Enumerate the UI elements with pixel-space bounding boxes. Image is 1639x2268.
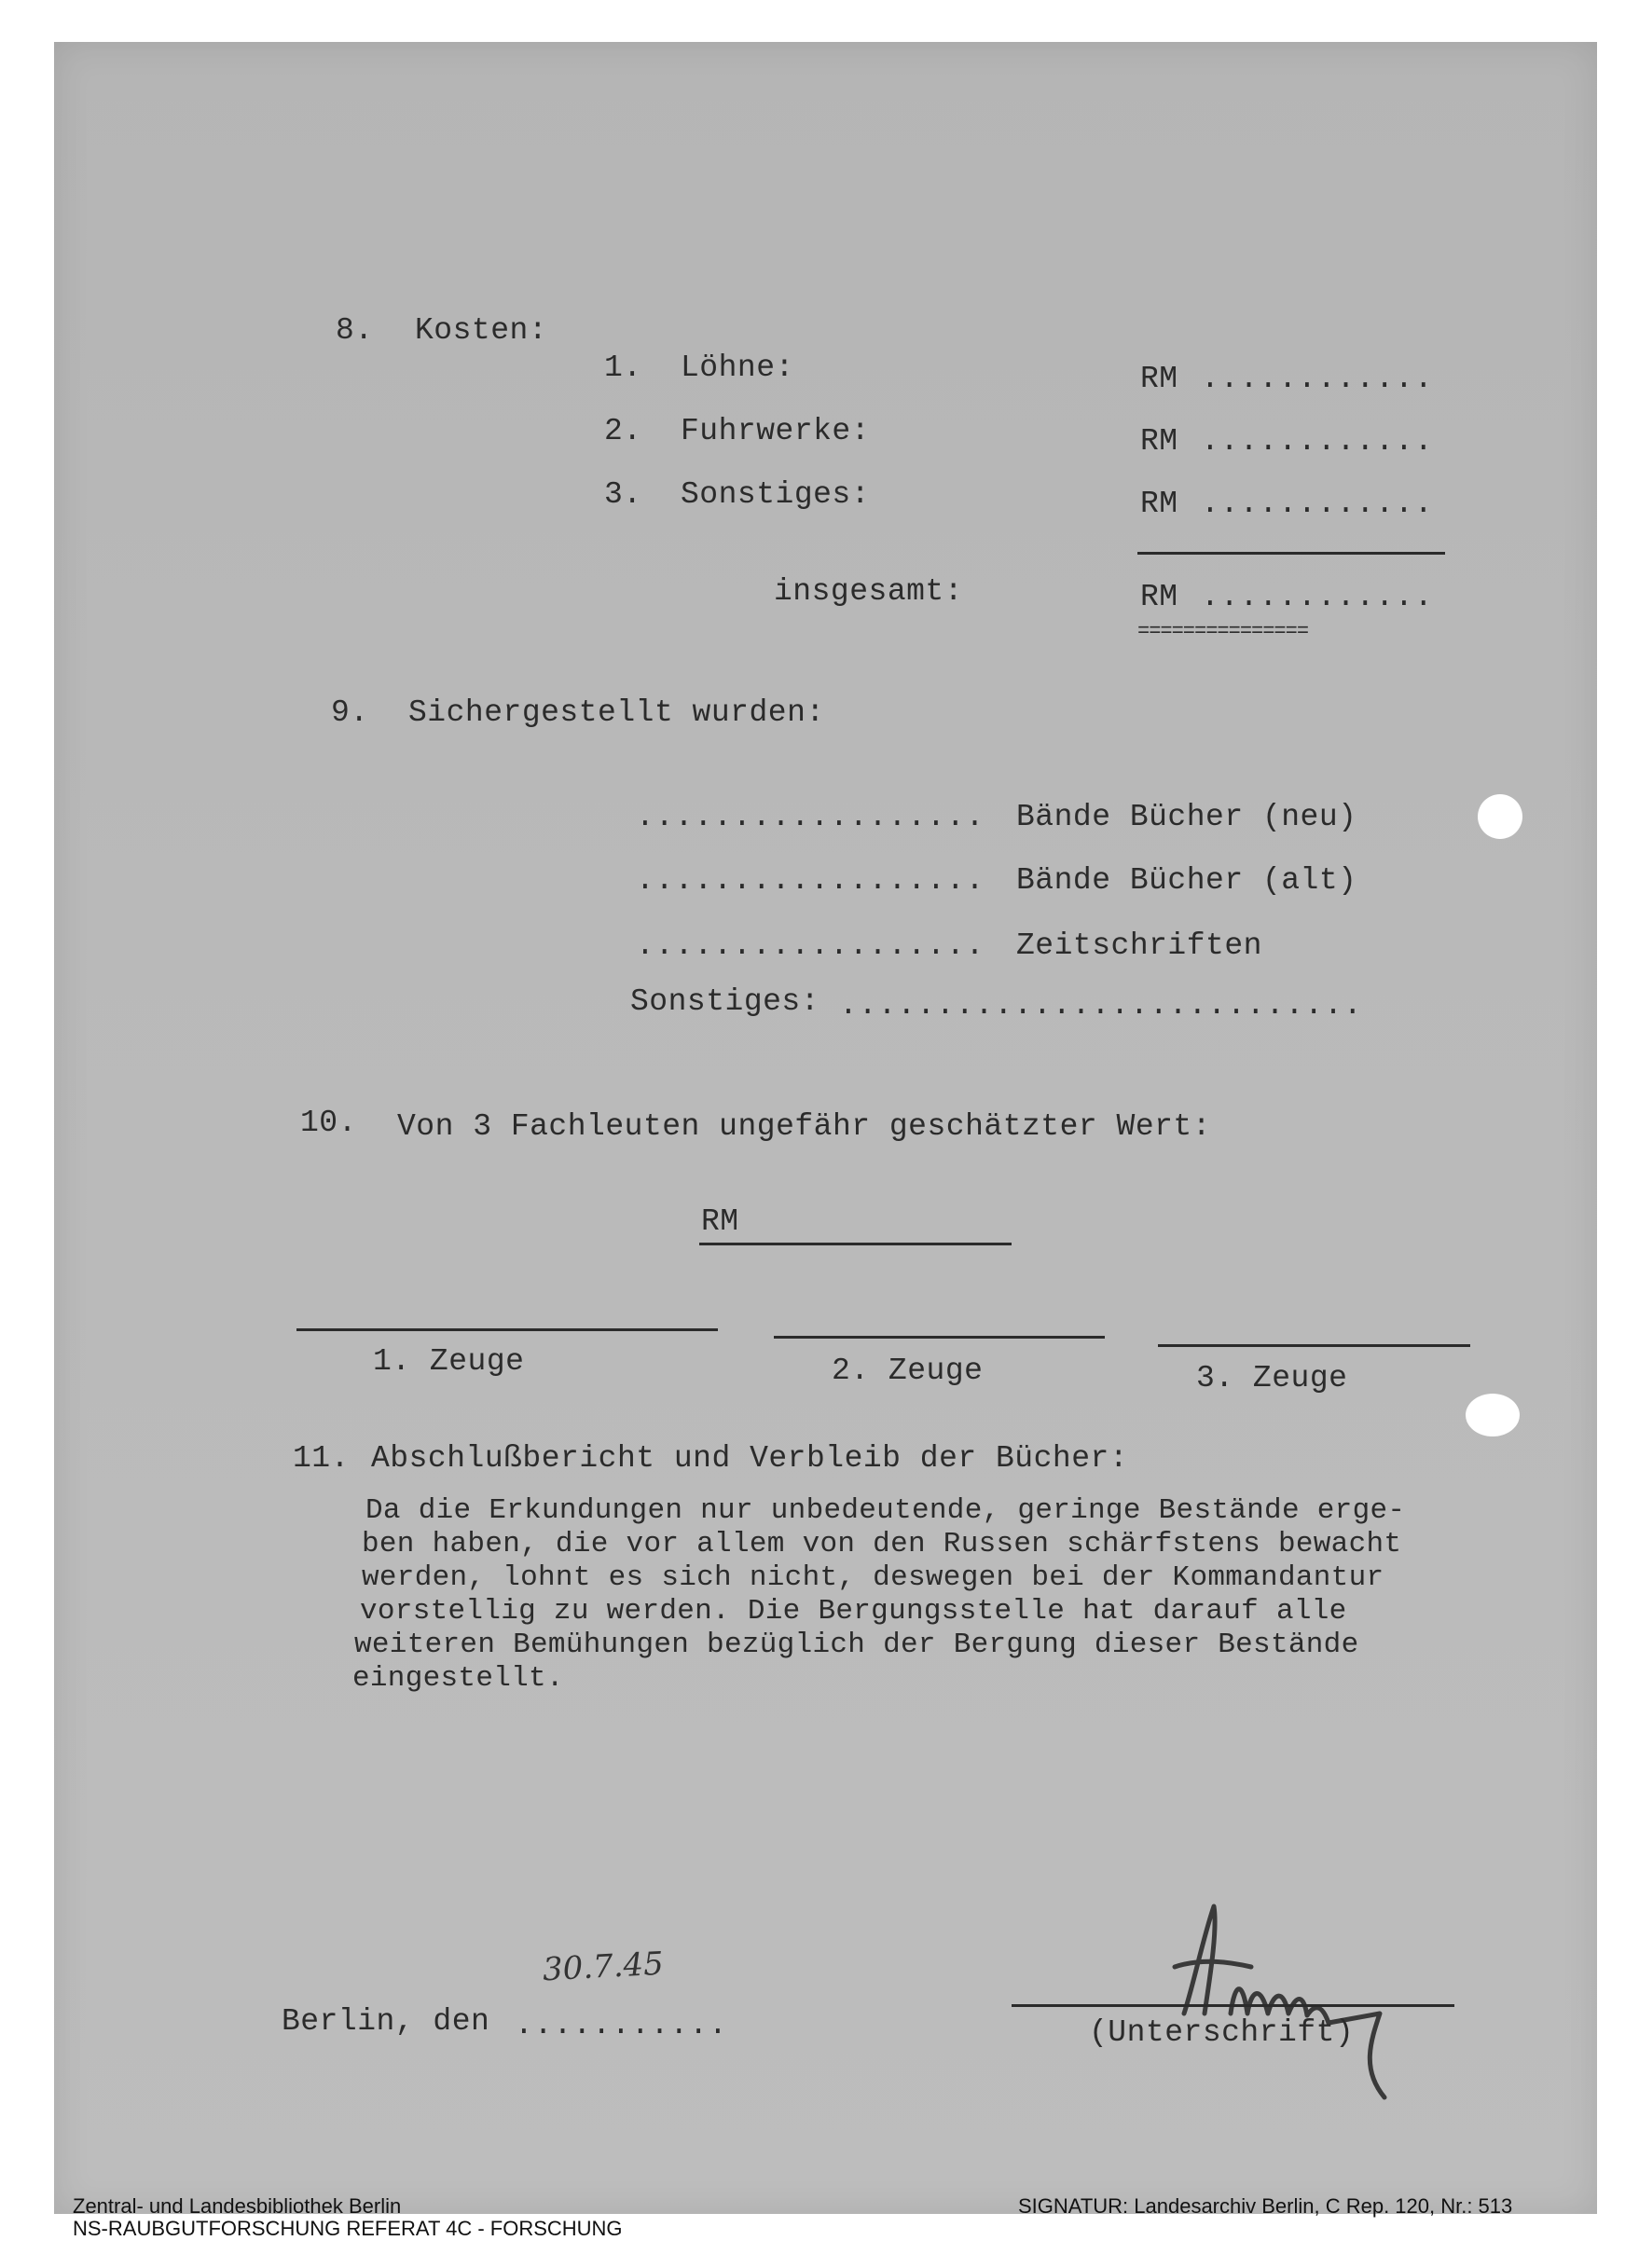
secured-row-1-label: Bände Bücher (neu) bbox=[1016, 800, 1357, 834]
section-9-title: Sichergestellt wurden: bbox=[408, 695, 825, 730]
secured-row-3-dots: .................. bbox=[636, 928, 985, 963]
punch-hole-upper bbox=[1478, 794, 1522, 839]
report-line-4: vorstellig zu werden. Die Bergungsstelle hat darauf alle bbox=[360, 1595, 1347, 1628]
report-line-6: eingestellt. bbox=[352, 1662, 564, 1695]
date-dots: ........... bbox=[515, 2008, 728, 2042]
cost-item-2-number: 2. bbox=[604, 414, 642, 448]
section-10-title: Von 3 Fachleuten ungefähr geschätzter Wert: bbox=[397, 1109, 1212, 1144]
cost-item-2-label: Fuhrwerke: bbox=[681, 414, 871, 448]
cost-item-3-currency: RM bbox=[1140, 487, 1178, 521]
witness-2-line bbox=[774, 1336, 1105, 1339]
total-label: insgesamt: bbox=[774, 574, 964, 609]
signature-label: (Unterschrift) bbox=[1089, 2015, 1355, 2050]
report-line-5: weiteren Bemühungen bezüglich der Bergung dieser Bestände bbox=[354, 1629, 1359, 1661]
total-currency: RM bbox=[1140, 580, 1178, 614]
subtotal-rule bbox=[1137, 552, 1445, 555]
secured-other-dots: ........................... bbox=[839, 988, 1363, 1023]
cost-item-3-dots: ............ bbox=[1201, 487, 1434, 521]
secured-row-1-dots: .................. bbox=[636, 800, 985, 834]
value-rule bbox=[699, 1243, 1012, 1245]
secured-row-2-label: Bände Bücher (alt) bbox=[1016, 863, 1357, 898]
section-11-number: 11. bbox=[293, 1441, 350, 1476]
cost-item-3-number: 3. bbox=[604, 477, 642, 512]
footer-signature-ref: SIGNATUR: Landesarchiv Berlin, C Rep. 120, Nr.: 513 bbox=[1018, 2194, 1513, 2218]
cost-item-2-currency: RM bbox=[1140, 424, 1178, 459]
handwritten-signature bbox=[1007, 1874, 1473, 2116]
cost-item-2-dots: ............ bbox=[1201, 424, 1434, 459]
section-8-number: 8. bbox=[336, 313, 374, 348]
handwritten-date: 30.7.45 bbox=[542, 1945, 665, 1989]
total-dots: ............ bbox=[1201, 580, 1434, 614]
report-line-2: ben haben, die vor allem von den Russen schärfstens bewacht bbox=[362, 1528, 1402, 1560]
section-9-number: 9. bbox=[331, 695, 369, 730]
witness-3-line bbox=[1158, 1344, 1470, 1347]
secured-row-3-label: Zeitschriften bbox=[1016, 928, 1262, 963]
secured-row-2-dots: .................. bbox=[636, 863, 985, 898]
punch-hole-lower bbox=[1466, 1394, 1520, 1436]
cost-item-1-currency: RM bbox=[1140, 362, 1178, 396]
cost-item-1-label: Löhne: bbox=[681, 351, 794, 385]
witness-1-line bbox=[296, 1328, 718, 1331]
cost-item-1-dots: ............ bbox=[1201, 362, 1434, 396]
total-double-rule: =============== bbox=[1137, 620, 1309, 643]
place-date-label: Berlin, den bbox=[282, 2004, 490, 2039]
footer-department: NS-RAUBGUTFORSCHUNG REFERAT 4C - FORSCHUNG bbox=[73, 2217, 623, 2240]
cost-item-1-number: 1. bbox=[604, 351, 642, 385]
footer-library: Zentral- und Landesbibliothek Berlin bbox=[73, 2194, 402, 2218]
section-8-title: Kosten: bbox=[415, 313, 548, 348]
secured-other-label: Sonstiges: bbox=[630, 984, 820, 1019]
section-10-number: 10. bbox=[300, 1106, 357, 1140]
value-currency: RM bbox=[701, 1204, 739, 1239]
witness-3-label: 3. Zeuge bbox=[1196, 1361, 1348, 1395]
witness-2-label: 2. Zeuge bbox=[832, 1354, 984, 1388]
cost-item-3-label: Sonstiges: bbox=[681, 477, 871, 512]
section-11-title: Abschlußbericht und Verbleib der Bücher: bbox=[371, 1441, 1129, 1476]
signature-line bbox=[1012, 2004, 1454, 2007]
report-line-3: werden, lohnt es sich nicht, deswegen bei der Kommandantur bbox=[362, 1561, 1384, 1594]
witness-1-label: 1. Zeuge bbox=[373, 1344, 525, 1379]
report-line-1: Da die Erkundungen nur unbedeutende, geringe Bestände erge- bbox=[365, 1494, 1406, 1527]
